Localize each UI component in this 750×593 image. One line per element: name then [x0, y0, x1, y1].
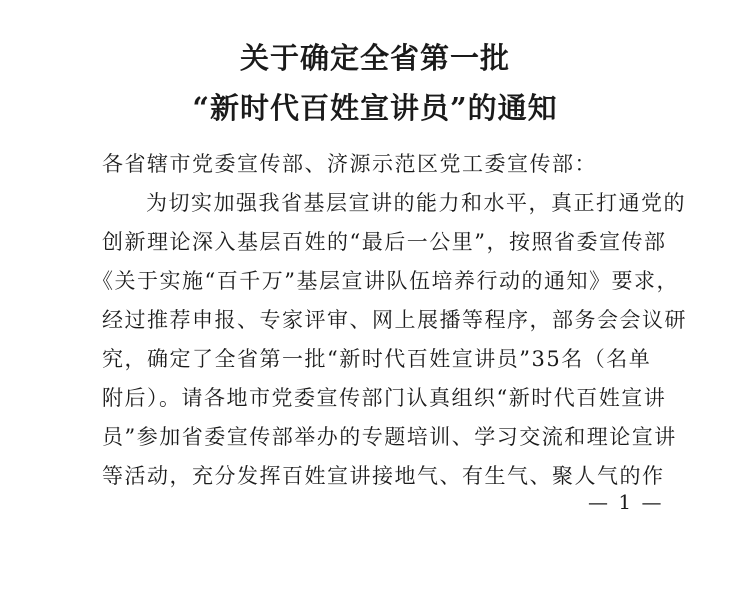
- body-line: 究，确定了全省第一批“新时代百姓宣讲员”35名（名单: [102, 347, 652, 371]
- page-number: — 1 —: [588, 490, 664, 514]
- body-line: 为切实加强我省基层宣讲的能力和水平，真正打通党的: [146, 191, 686, 215]
- body-line: 经过推荐申报、专家评审、网上展播等程序，部务会会议研: [102, 308, 687, 332]
- body-line: 创新理论深入基层百姓的“最后一公里”，按照省委宣传部: [102, 230, 667, 254]
- body-line: 等活动，充分发挥百姓宣讲接地气、有生气、聚人气的作: [102, 464, 665, 488]
- document-title-line-2: “新时代百姓宣讲员”的通知: [192, 91, 558, 125]
- salutation: 各省辖市党委宣传部、济源示范区党工委宣传部：: [102, 152, 597, 176]
- body-line: 《关于实施“百千万”基层宣讲队伍培养行动的通知》要求，: [92, 269, 679, 293]
- body-line: 附后）。请各地市党委宣传部门认真组织“新时代百姓宣讲: [102, 386, 667, 410]
- body-line: 员”参加省委宣传部举办的专题培训、学习交流和理论宣讲: [102, 425, 677, 449]
- document-title-line-1: 关于确定全省第一批: [239, 41, 510, 75]
